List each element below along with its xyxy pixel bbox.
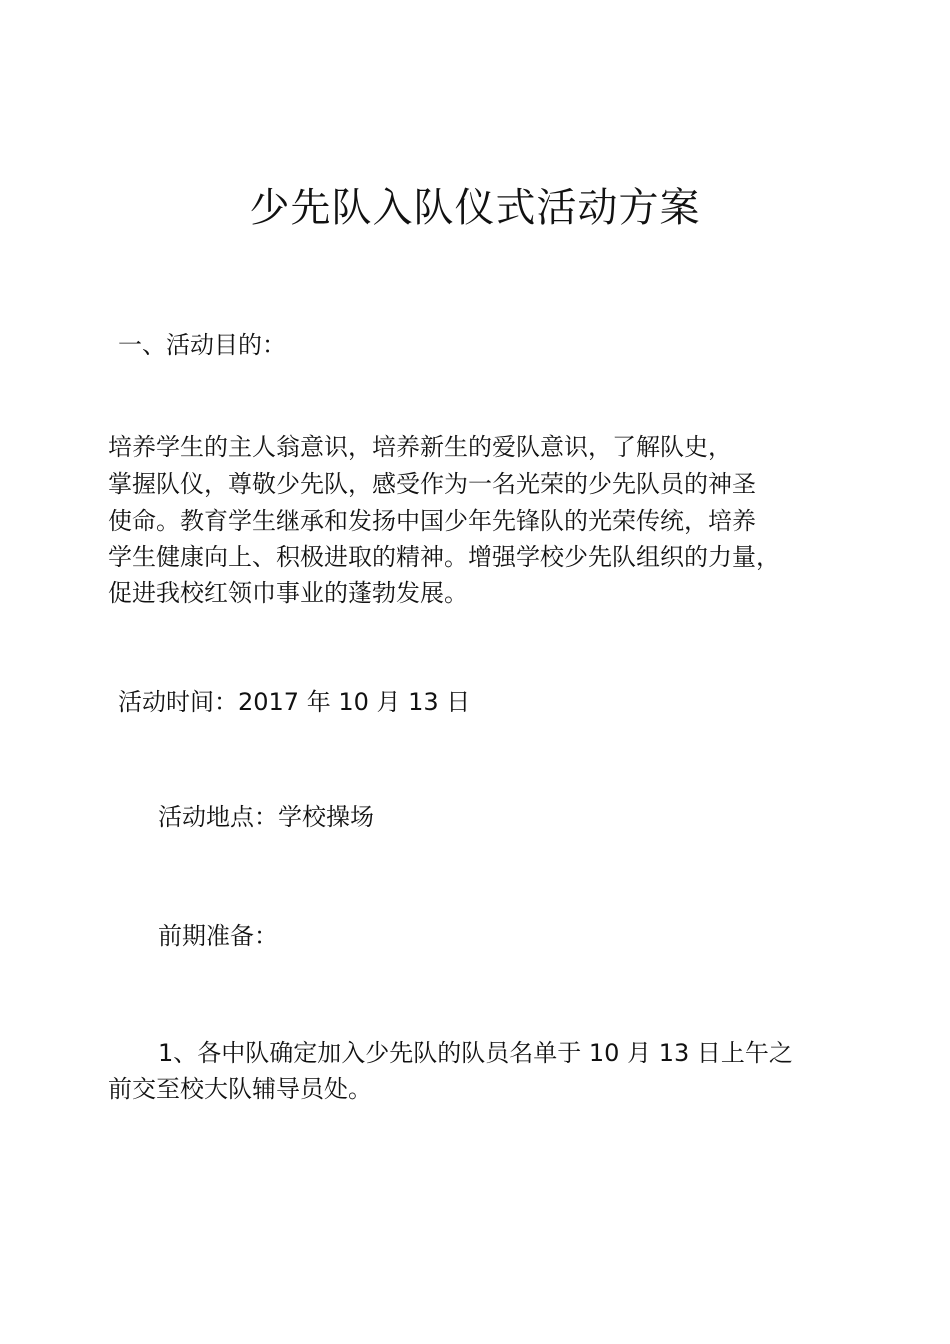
document-title: 少先队入队仪式活动方案 (249, 185, 701, 231)
preparation-heading: 前期准备： (158, 922, 278, 950)
purpose-line-5: 促进我校红领巾事业的蓬勃发展。 (108, 579, 468, 607)
purpose-line-3: 使命。教育学生继承和发扬中国少年先锋队的光荣传统，培养 (108, 507, 756, 535)
preparation-item-1-line-2: 前交至校大队辅导员处。 (108, 1075, 372, 1103)
activity-time: 活动时间：2017 年 10 月 13 日 (118, 688, 471, 716)
purpose-line-4: 学生健康向上、积极进取的精神。增强学校少先队组织的力量， (108, 543, 780, 571)
purpose-line-2: 掌握队仪，尊敬少先队，感受作为一名光荣的少先队员的神圣 (108, 470, 756, 498)
section-heading-purpose: 一、活动目的： (118, 331, 286, 359)
activity-place: 活动地点：学校操场 (158, 803, 374, 831)
purpose-line-1: 培养学生的主人翁意识，培养新生的爱队意识，了解队史， (108, 433, 732, 461)
preparation-item-1-line-1: 1、各中队确定加入少先队的队员名单于 10 月 13 日上午之 (158, 1039, 793, 1067)
